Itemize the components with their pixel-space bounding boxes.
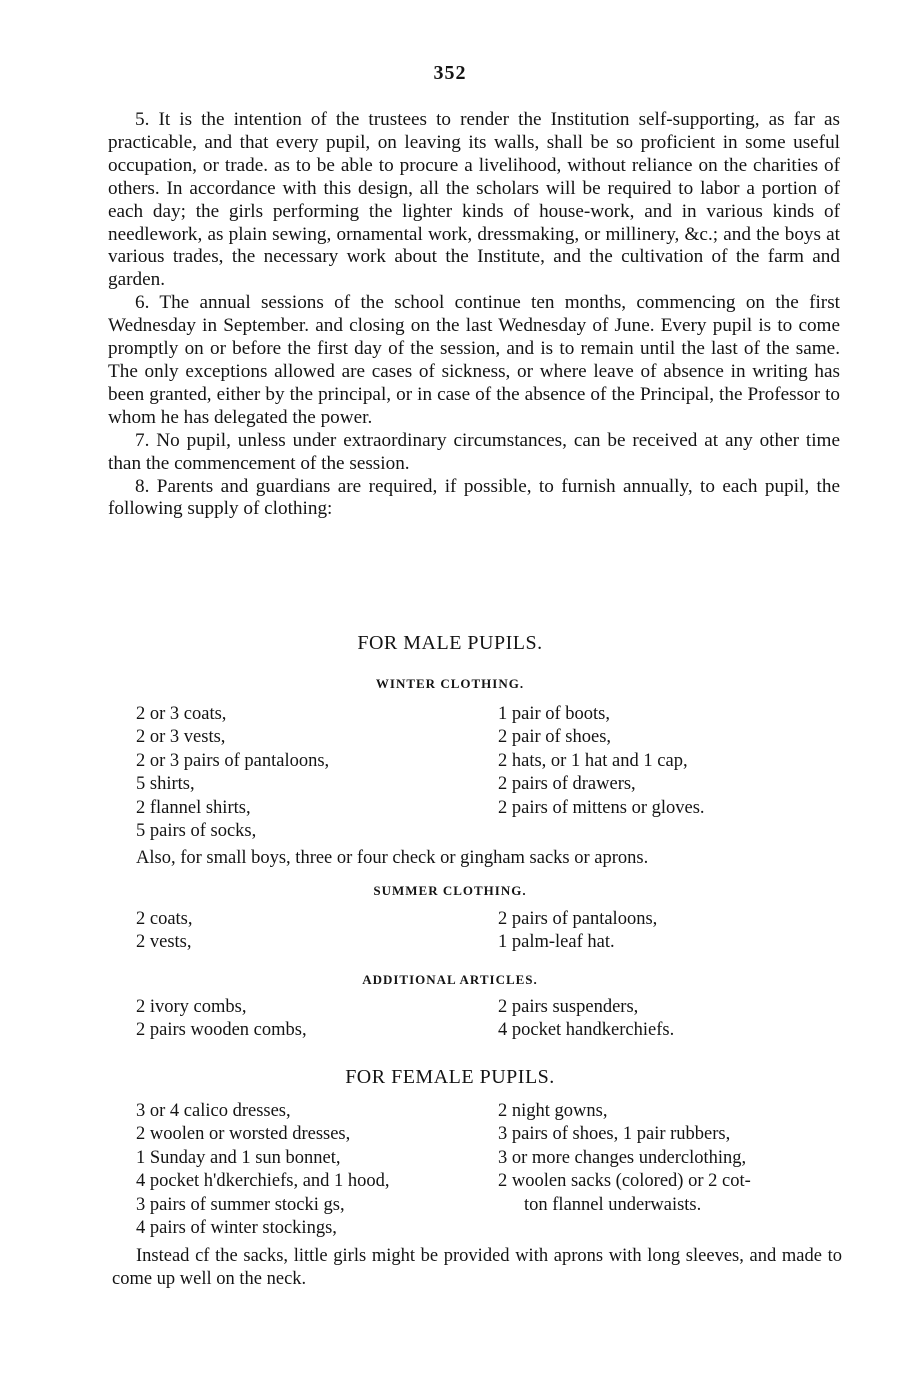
list-item: 5 shirts, xyxy=(136,774,195,795)
list-item: 3 pairs of summer stocki gs, xyxy=(136,1194,345,1215)
paragraph-5: 5. It is the intention of the trustees to render the Institution self-supporting, as far as practicable, and that every pupil, on leaving its walls, shall be so proficient in some useful occupation, or trade. as to be able to procure a livelihood, without reliance on the charities of others. In accordance with this design, all the scholars will be required to labor a portion of each day; the girls performing the lighter kinds of house-work, and in various kinds of needlework, as plain sewing, ornamental work, dressmaking, or millinery, &c.; and the boys at various trades, the necessary work about the Institute, and the cultivation of the farm and garden. xyxy=(108,109,840,291)
winter-left-list xyxy=(136,703,329,843)
little-girls-note: Instead cf the sacks, little girls might be provided with aprons with long sleeves, and made to come up well on the neck. xyxy=(112,1246,842,1290)
list-item: 2 pairs of pantaloons, xyxy=(498,909,658,929)
small-boys-note: Also, for small boys, three or four check or gingham sacks or aprons. xyxy=(136,848,649,868)
list-item: 4 pairs of winter stockings, xyxy=(136,1218,337,1239)
summer-right-list xyxy=(498,908,657,955)
additional-left-list xyxy=(136,996,307,1043)
paragraph-6: 6. The annual sessions of the school continue ten months, commencing on the first Wednesday in September. and closing on the last Wednesday of June. Every pupil is to come promptly on or before the first day of the session, and is to remain until the last of the same. The only exceptions allowed are cases of sickness, or where leave of absence in writing has been granted, either by the principal, or in case of the absence of the Principal, the Professor to whom he has delegated the power. xyxy=(108,292,840,428)
paragraph-7: 7. No pupil, unless under extraordinary circumstances, can be received at any other time than the commencement of the session. xyxy=(108,429,840,474)
list-item: 2 pair of shoes, xyxy=(498,727,612,748)
summer-clothing-heading: SUMMER CLOTHING. xyxy=(373,883,527,898)
list-item: 3 or 4 calico dresses, xyxy=(136,1101,291,1121)
list-item: 2 flannel shirts, xyxy=(136,797,251,818)
winter-right-list xyxy=(498,703,705,820)
list-item: 1 palm-leaf hat. xyxy=(498,932,615,953)
male-pupils-heading: FOR MALE PUPILS. xyxy=(357,632,543,654)
list-item: 2 woolen or worsted dresses, xyxy=(136,1124,351,1145)
list-item: 2 pairs wooden combs, xyxy=(136,1020,307,1041)
list-item: 4 pocket handkerchiefs. xyxy=(498,1020,675,1041)
list-item: 5 pairs of socks, xyxy=(136,821,257,842)
female-right-list xyxy=(498,1100,751,1217)
list-item: 2 pairs of mittens or gloves. xyxy=(498,797,705,818)
list-item: ton flannel underwaists. xyxy=(524,1194,702,1215)
female-pupils-heading: FOR FEMALE PUPILS. xyxy=(345,1066,555,1088)
summer-left-list xyxy=(136,908,193,955)
list-item: 2 pairs suspenders, xyxy=(498,997,639,1017)
list-item: 2 pairs of drawers, xyxy=(498,774,636,795)
list-item: 3 or more changes underclothing, xyxy=(498,1147,747,1168)
winter-clothing-heading: WINTER CLOTHING. xyxy=(375,676,525,691)
list-item: 1 Sunday and 1 sun bonnet, xyxy=(136,1147,341,1168)
list-item: 3 pairs of shoes, 1 pair rubbers, xyxy=(498,1124,731,1145)
paragraph-8: 8. Parents and guardians are required, if possible, to furnish annually, to each pupil, the following supply of clothing: xyxy=(108,475,840,520)
list-item: 2 night gowns, xyxy=(498,1101,608,1121)
additional-articles-heading: ADDITIONAL ARTICLES. xyxy=(362,972,538,987)
list-item: 2 woolen sacks (colored) or 2 cot- xyxy=(498,1171,751,1192)
list-item: 2 coats, xyxy=(136,909,193,929)
list-item: 2 or 3 coats, xyxy=(136,704,227,724)
female-left-list xyxy=(136,1100,390,1240)
list-item: 2 vests, xyxy=(136,932,192,953)
list-item: 4 pocket h'dkerchiefs, and 1 hood, xyxy=(136,1171,390,1192)
body-text xyxy=(108,109,840,521)
additional-right-list xyxy=(498,996,674,1043)
list-item: 2 or 3 vests, xyxy=(136,727,226,748)
list-item: 2 ivory combs, xyxy=(136,997,247,1017)
list-item: 1 pair of boots, xyxy=(498,704,611,724)
list-item: 2 or 3 pairs of pantaloons, xyxy=(136,750,330,771)
list-item: 2 hats, or 1 hat and 1 cap, xyxy=(498,750,688,771)
page-number: 352 xyxy=(433,62,467,84)
